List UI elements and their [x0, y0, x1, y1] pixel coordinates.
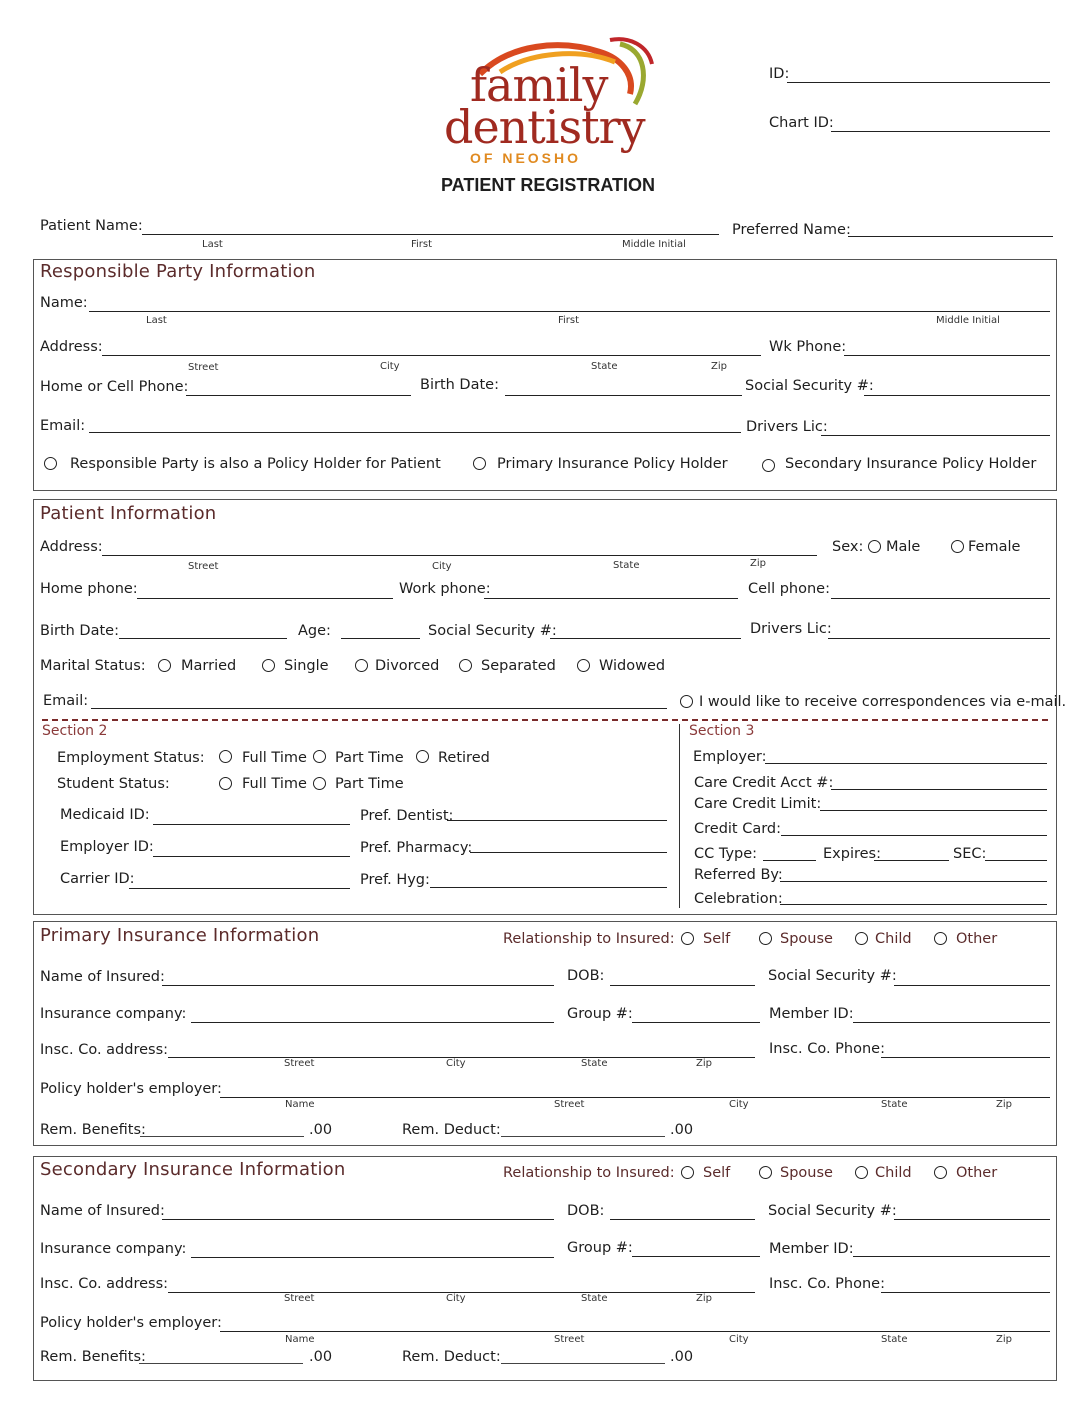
pri-rem-benefits-cents: .00 [309, 1122, 333, 1138]
s2-carrier-id-label: Carrier ID: [60, 871, 135, 887]
section3-title: Section 3 [689, 723, 755, 739]
secondary-insurance-title: Secondary Insurance Information [40, 1159, 346, 1180]
pt-separated-radio[interactable] [459, 659, 472, 672]
pri-zip: Zip [696, 1058, 712, 1069]
pri-street: Street [284, 1058, 315, 1069]
pri-ins-phone-field[interactable] [881, 1057, 1050, 1058]
pt-home-phone-label: Home phone: [40, 581, 138, 597]
pt-address-label: Address: [40, 539, 103, 555]
sec-ssn-label: Social Security #: [768, 1203, 897, 1219]
pt-married: Married [181, 658, 237, 674]
rp-drivers-lic-field[interactable] [821, 435, 1050, 436]
logo-dentistry: dentistry [444, 100, 645, 154]
pt-female-radio[interactable] [951, 540, 964, 553]
rp-home-cell-field[interactable] [186, 395, 411, 396]
sec-relationship-label: Relationship to Insured: [503, 1165, 675, 1181]
s2-stu-part: Part Time [335, 776, 404, 792]
pt-birth-date-label: Birth Date: [40, 623, 119, 639]
pri-city: City [446, 1058, 466, 1069]
pri-rem-deduct-field[interactable] [501, 1136, 665, 1137]
sec-emp-zip: Zip [996, 1334, 1012, 1345]
s2-pref-dentist-label: Pref. Dentist: [360, 808, 454, 824]
s3-cc-type-label: CC Type: [694, 846, 758, 862]
sec-other: Other [956, 1165, 998, 1181]
pt-female: Female [968, 539, 1021, 555]
pt-single: Single [284, 658, 329, 674]
section2-title: Section 2 [42, 723, 108, 739]
pri-ssn-label: Social Security #: [768, 968, 897, 984]
pt-widowed: Widowed [599, 658, 666, 674]
pt-age-label: Age: [298, 623, 331, 639]
rp-last: Last [146, 315, 167, 326]
pri-emp-street: Street [554, 1099, 585, 1110]
pt-ssn-label: Social Security #: [428, 623, 557, 639]
rp-ssn-field[interactable] [864, 395, 1050, 396]
rp-opt2: Primary Insurance Policy Holder [497, 456, 728, 472]
pri-ins-phone-label: Insc. Co. Phone: [769, 1041, 885, 1057]
sec-emp-name: Name [285, 1334, 315, 1345]
pt-state: State [613, 560, 640, 571]
pt-city: City [432, 561, 452, 572]
s3-cc-type-field[interactable] [763, 860, 816, 861]
s2-carrier-id-field[interactable] [129, 888, 350, 889]
pt-married-radio[interactable] [158, 659, 171, 672]
rp-drivers-lic-label: Drivers Lic: [746, 419, 828, 435]
pri-self-radio[interactable] [681, 932, 694, 945]
s3-employer-label: Employer: [693, 749, 767, 765]
pt-male: Male [886, 539, 921, 555]
pri-member-field[interactable] [853, 1022, 1050, 1023]
pt-divorced: Divorced [375, 658, 440, 674]
sec-rem-deduct-cents: .00 [670, 1349, 694, 1365]
pri-emp-name: Name [285, 1099, 315, 1110]
s3-referred-label: Referred By: [694, 867, 783, 883]
sec-member-label: Member ID: [769, 1241, 854, 1257]
rp-name-field[interactable] [89, 311, 1050, 312]
sec-emp-street: Street [554, 1334, 585, 1345]
pri-ins-address-label: Insc. Co. address: [40, 1042, 169, 1058]
s2-pref-pharmacy-label: Pref. Pharmacy: [360, 840, 473, 856]
pri-dob-label: DOB: [567, 968, 605, 984]
s2-employment-label: Employment Status: [57, 750, 205, 766]
rp-email-label: Email: [40, 418, 86, 434]
sec-emp-state: State [881, 1334, 908, 1345]
pri-self: Self [703, 931, 731, 947]
s3-celebration-label: Celebration: [694, 891, 783, 907]
secondary-insurance-box [33, 1156, 1057, 1381]
sec-ssn-field[interactable] [894, 1219, 1050, 1220]
sec-street: Street [284, 1293, 315, 1304]
s2-emp-full: Full Time [242, 750, 307, 766]
sec-self: Self [703, 1165, 731, 1181]
s2-emp-full-radio[interactable] [219, 750, 232, 763]
sec-rem-deduct-label: Rem. Deduct: [402, 1349, 501, 1365]
pri-ins-company-label: Insurance company: [40, 1006, 187, 1022]
pri-state: State [581, 1058, 608, 1069]
logo-family: family [470, 58, 608, 112]
rp-wk-phone-field[interactable] [844, 355, 1050, 356]
sec-ins-phone-field[interactable] [881, 1292, 1050, 1293]
sec-rem-benefits-cents: .00 [309, 1349, 333, 1365]
pt-sex-label: Sex: [832, 539, 864, 555]
sec-child: Child [875, 1165, 912, 1181]
pri-employer-field[interactable] [220, 1097, 1050, 1098]
pri-ssn-field[interactable] [894, 985, 1050, 986]
pri-other-radio[interactable] [934, 932, 947, 945]
sec-group-field[interactable] [632, 1256, 760, 1257]
pt-email-opt: I would like to receive correspondences via e-mail. [699, 694, 1067, 710]
pt-work-phone-label: Work phone: [399, 581, 491, 597]
section-divider [42, 719, 1048, 721]
pt-email-label: Email: [43, 693, 89, 709]
sec-name-insured-field[interactable] [162, 1219, 554, 1220]
pri-other: Other [956, 931, 998, 947]
pt-single-radio[interactable] [262, 659, 275, 672]
s2-pref-pharmacy-field[interactable] [470, 852, 667, 853]
sec-self-radio[interactable] [681, 1166, 694, 1179]
patient-name-middle: Middle Initial [622, 239, 686, 250]
rp-primary-radio[interactable] [473, 457, 486, 470]
sec-rem-benefits-label: Rem. Benefits: [40, 1349, 146, 1365]
logo-of-neosho: OF NEOSHO [470, 150, 582, 166]
s3-employer-field[interactable] [765, 763, 1047, 764]
pri-relationship-label: Relationship to Insured: [503, 931, 675, 947]
pri-rem-benefits-field[interactable] [140, 1136, 304, 1137]
pri-member-label: Member ID: [769, 1006, 854, 1022]
rp-email-field[interactable] [89, 432, 741, 433]
sec-employer-field[interactable] [220, 1331, 1050, 1332]
sec-employer-label: Policy holder's employer: [40, 1315, 222, 1331]
rp-policy-holder-radio[interactable] [44, 457, 57, 470]
pri-employer-label: Policy holder's employer: [40, 1081, 222, 1097]
pt-birth-date-field[interactable] [119, 638, 287, 639]
pt-male-radio[interactable] [868, 540, 881, 553]
s2-medicaid-field[interactable] [153, 824, 350, 825]
pri-child: Child [875, 931, 912, 947]
rp-wk-phone-label: Wk Phone: [769, 339, 847, 355]
preferred-name-label: Preferred Name: [732, 222, 851, 238]
chart-id-field[interactable] [831, 131, 1050, 132]
pt-ssn-field[interactable] [550, 638, 741, 639]
s2-medicaid-label: Medicaid ID: [60, 807, 150, 823]
responsible-party-title: Responsible Party Information [40, 261, 316, 282]
chart-id-label: Chart ID: [769, 115, 834, 131]
sec-spouse-radio[interactable] [759, 1166, 772, 1179]
pri-group-label: Group #: [567, 1006, 633, 1022]
rp-name-label: Name: [40, 295, 88, 311]
pt-separated: Separated [481, 658, 556, 674]
s2-emp-part: Part Time [335, 750, 404, 766]
pri-name-insured-field[interactable] [162, 985, 554, 986]
pt-drivers-lic-label: Drivers Lic: [750, 621, 832, 637]
sec-city: City [446, 1293, 466, 1304]
pt-marital-label: Marital Status: [40, 658, 146, 674]
pri-ins-company-field[interactable] [191, 1022, 554, 1023]
s3-credit-card-field[interactable] [781, 835, 1047, 836]
pri-group-field[interactable] [632, 1022, 760, 1023]
sec-spouse: Spouse [780, 1165, 833, 1181]
rp-home-cell-label: Home or Cell Phone: [40, 379, 189, 395]
pt-address-field[interactable] [102, 555, 817, 556]
pt-home-phone-field[interactable] [137, 598, 393, 599]
pt-street: Street [188, 561, 219, 572]
rp-ssn-label: Social Security #: [745, 378, 874, 394]
primary-insurance-title: Primary Insurance Information [40, 925, 320, 946]
pri-emp-zip: Zip [996, 1099, 1012, 1110]
pt-widowed-radio[interactable] [577, 659, 590, 672]
pt-cell-phone-label: Cell phone: [748, 581, 830, 597]
pri-spouse-radio[interactable] [759, 932, 772, 945]
patient-name-label: Patient Name: [40, 218, 143, 234]
pt-work-phone-field[interactable] [484, 598, 738, 599]
s2-employer-id-field[interactable] [153, 856, 350, 857]
rp-secondary-radio[interactable] [762, 459, 775, 472]
sec-ins-address-label: Insc. Co. address: [40, 1276, 169, 1292]
pri-name-insured-label: Name of Insured: [40, 969, 165, 985]
pri-dob-field[interactable] [610, 985, 755, 986]
sec-emp-city: City [729, 1334, 749, 1345]
sec-group-label: Group #: [567, 1240, 633, 1256]
rp-address-field[interactable] [102, 355, 761, 356]
sec-child-radio[interactable] [855, 1166, 868, 1179]
s3-cc-limit-label: Care Credit Limit: [694, 796, 822, 812]
rp-opt3: Secondary Insurance Policy Holder [785, 456, 1037, 472]
patient-info-title: Patient Information [40, 503, 217, 524]
sec-state: State [581, 1293, 608, 1304]
sec-name-insured-label: Name of Insured: [40, 1203, 165, 1219]
s2-pref-hyg-field[interactable] [430, 887, 667, 888]
sec-rem-deduct-field[interactable] [501, 1363, 665, 1364]
sec-ins-company-label: Insurance company: [40, 1241, 187, 1257]
rp-opt1: Responsible Party is also a Policy Holder for Patient [70, 456, 441, 472]
patient-name-first: First [411, 239, 433, 250]
id-label: ID: [769, 66, 790, 82]
s3-referred-field[interactable] [780, 881, 1047, 882]
rp-address-label: Address: [40, 339, 103, 355]
id-field[interactable] [787, 82, 1050, 83]
rp-birth-date-label: Birth Date: [420, 377, 499, 393]
rp-first: First [558, 315, 580, 326]
pt-zip: Zip [750, 558, 766, 569]
sec-ins-phone-label: Insc. Co. Phone: [769, 1276, 885, 1292]
pt-divorced-radio[interactable] [355, 659, 368, 672]
s3-sec-field[interactable] [985, 860, 1047, 861]
s2-emp-retired: Retired [438, 750, 490, 766]
pri-child-radio[interactable] [855, 932, 868, 945]
rp-middle: Middle Initial [936, 315, 1000, 326]
s2-employer-id-label: Employer ID: [60, 839, 154, 855]
sec-dob-field[interactable] [610, 1219, 755, 1220]
s2-stu-part-radio[interactable] [313, 777, 326, 790]
rp-city: City [380, 361, 400, 372]
s3-celebration-field[interactable] [780, 904, 1047, 905]
sec-dob-label: DOB: [567, 1203, 605, 1219]
pri-rem-deduct-cents: .00 [670, 1122, 694, 1138]
page-title: PATIENT REGISTRATION [441, 175, 655, 195]
preferred-name-field[interactable] [848, 236, 1053, 237]
rp-zip: Zip [711, 361, 727, 372]
s2-stu-full-radio[interactable] [219, 777, 232, 790]
pt-email-opt-radio[interactable] [680, 695, 693, 708]
pt-age-field[interactable] [341, 638, 420, 639]
section3-divider [679, 724, 680, 908]
s3-credit-card-label: Credit Card: [694, 821, 782, 837]
s3-cc-limit-field[interactable] [820, 810, 1047, 811]
sec-other-radio[interactable] [934, 1166, 947, 1179]
patient-name-last: Last [202, 239, 223, 250]
s2-stu-full: Full Time [242, 776, 307, 792]
s2-student-label: Student Status: [57, 776, 170, 792]
pri-emp-city: City [729, 1099, 749, 1110]
pri-spouse: Spouse [780, 931, 833, 947]
primary-insurance-box [33, 921, 1057, 1146]
s3-cc-acct-label: Care Credit Acct #: [694, 775, 834, 791]
s3-expires-field[interactable] [874, 860, 949, 861]
pt-cell-phone-field[interactable] [831, 598, 1050, 599]
pri-rem-deduct-label: Rem. Deduct: [402, 1122, 501, 1138]
rp-birth-date-field[interactable] [505, 395, 742, 396]
pri-emp-state: State [881, 1099, 908, 1110]
s2-pref-dentist-field[interactable] [447, 820, 667, 821]
pt-email-field[interactable] [91, 708, 667, 709]
patient-name-field[interactable] [142, 234, 719, 235]
s2-emp-retired-radio[interactable] [416, 750, 429, 763]
sec-member-field[interactable] [853, 1256, 1050, 1257]
sec-zip: Zip [696, 1293, 712, 1304]
pri-rem-benefits-label: Rem. Benefits: [40, 1122, 146, 1138]
rp-street: Street [188, 362, 219, 373]
s3-expires-label: Expires: [823, 846, 881, 862]
s3-cc-acct-field[interactable] [831, 789, 1047, 790]
rp-state: State [591, 361, 618, 372]
sec-rem-benefits-field[interactable] [139, 1363, 303, 1364]
sec-ins-company-field[interactable] [191, 1257, 554, 1258]
s2-pref-hyg-label: Pref. Hyg: [360, 872, 430, 888]
pt-drivers-lic-field[interactable] [828, 638, 1050, 639]
s2-emp-part-radio[interactable] [313, 750, 326, 763]
s3-sec-label: SEC: [953, 846, 987, 862]
